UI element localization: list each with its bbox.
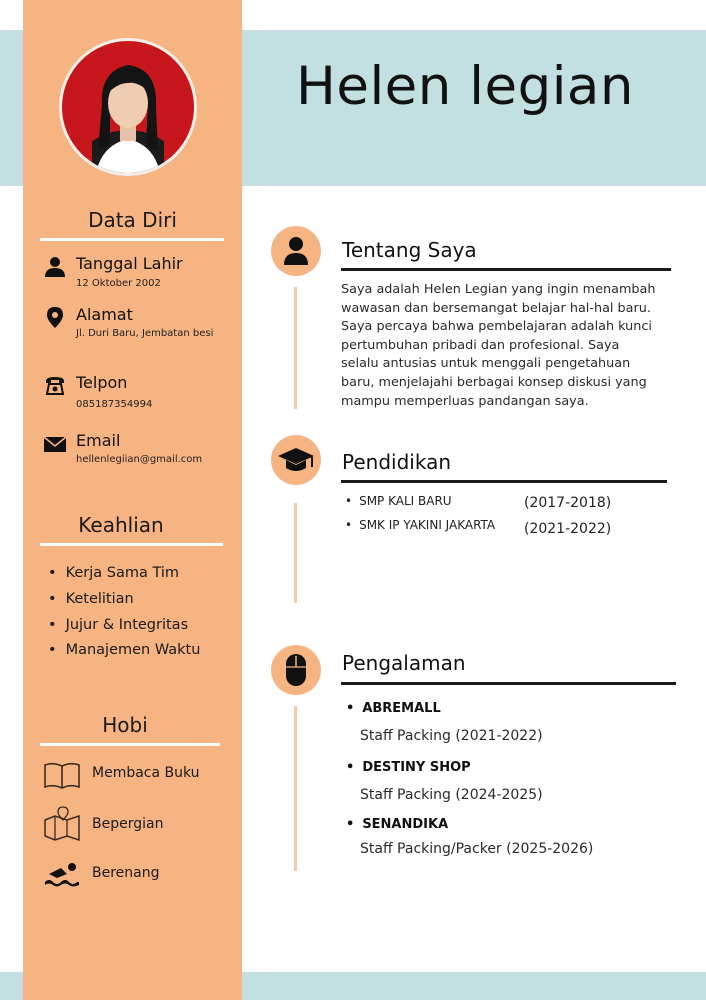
open-book-icon: [43, 761, 81, 791]
location-pin-icon: [44, 306, 66, 328]
experience-company: • SENANDIKA: [346, 817, 448, 832]
mouse-icon: [271, 645, 321, 695]
education-years: (2021-2022): [524, 521, 612, 537]
experience-company: • ABREMALL: [346, 701, 441, 716]
tentang-text: Saya adalah Helen Legian yang ingin menambah wawasan dan bersemangat belajar hal-hal baru. Saya percaya bahwa pembelajaran adalah kunci pertumbuhan pribadi dan profesional. Saya selalu antusias untuk menggali pengetahuan baru, menjelajahi berbagai konsep diskusi yang mampu memperluas pandangan saya.: [341, 282, 656, 409]
person-icon: [271, 226, 321, 276]
data-diri-rule: [40, 238, 224, 241]
swimmer-icon: [43, 860, 81, 890]
hobby-membaca: Membaca Buku: [92, 765, 200, 781]
education-school: • SMP KALI BARU: [345, 494, 452, 508]
keahlian-rule: [40, 543, 223, 546]
email-label: Email: [76, 431, 121, 450]
experience-role: Staff Packing (2024-2025): [360, 787, 543, 803]
timeline-line: [294, 706, 297, 871]
hobi-title: Hobi: [102, 713, 148, 737]
experience-role: Staff Packing/Packer (2025-2026): [360, 841, 594, 857]
telpon-label: Telpon: [76, 373, 128, 392]
tentang-title: Tentang Saya: [342, 238, 477, 262]
experience-role: Staff Packing (2021-2022): [360, 728, 543, 744]
keahlian-title: Keahlian: [78, 513, 164, 537]
experience-company: • DESTINY SHOP: [346, 760, 471, 775]
person-name: Helen legian: [296, 56, 635, 117]
skills-list: [48, 565, 200, 668]
skill-item: • Kerja Sama Tim: [48, 565, 200, 591]
hobby-bepergian: Bepergian: [92, 816, 164, 832]
pendidikan-icon-circle: [271, 435, 321, 485]
pengalaman-title: Pengalaman: [342, 651, 466, 675]
timeline-line: [294, 287, 297, 409]
graduation-cap-icon: [271, 435, 321, 485]
hobi-rule: [40, 743, 220, 746]
pengalaman-rule: [341, 682, 676, 685]
education-item: [345, 494, 452, 508]
tanggal-lahir-label: Tanggal Lahir: [76, 254, 183, 273]
pendidikan-title: Pendidikan: [342, 450, 451, 474]
tentang-rule: [341, 268, 671, 271]
education-school: • SMK IP YAKINI JAKARTA: [345, 518, 495, 532]
tanggal-lahir-value: 12 Oktober 2002: [76, 278, 161, 289]
education-years: (2017-2018): [524, 495, 612, 511]
skill-item: • Ketelitian: [48, 591, 200, 617]
profile-photo: [59, 38, 197, 176]
timeline-line: [294, 503, 297, 603]
alamat-label: Alamat: [76, 305, 133, 324]
person-icon: [44, 256, 66, 278]
data-diri-title: Data Diri: [88, 208, 177, 232]
telpon-value: 085187354994: [76, 399, 153, 410]
pendidikan-rule: [341, 480, 667, 483]
skill-item: • Manajemen Waktu: [48, 642, 200, 668]
email-value: hellenlegiian@gmail.com: [76, 454, 203, 465]
tentang-icon-circle: [271, 226, 321, 276]
envelope-icon: [43, 433, 67, 455]
hobby-berenang: Berenang: [92, 865, 160, 881]
skill-item: • Jujur & Integritas: [48, 617, 200, 643]
map-icon: [43, 806, 81, 842]
education-item: [345, 518, 495, 532]
pengalaman-icon-circle: [271, 645, 321, 695]
telephone-icon: [44, 374, 66, 396]
alamat-value: Jl. Duri Baru, Jembatan besi: [76, 328, 214, 339]
